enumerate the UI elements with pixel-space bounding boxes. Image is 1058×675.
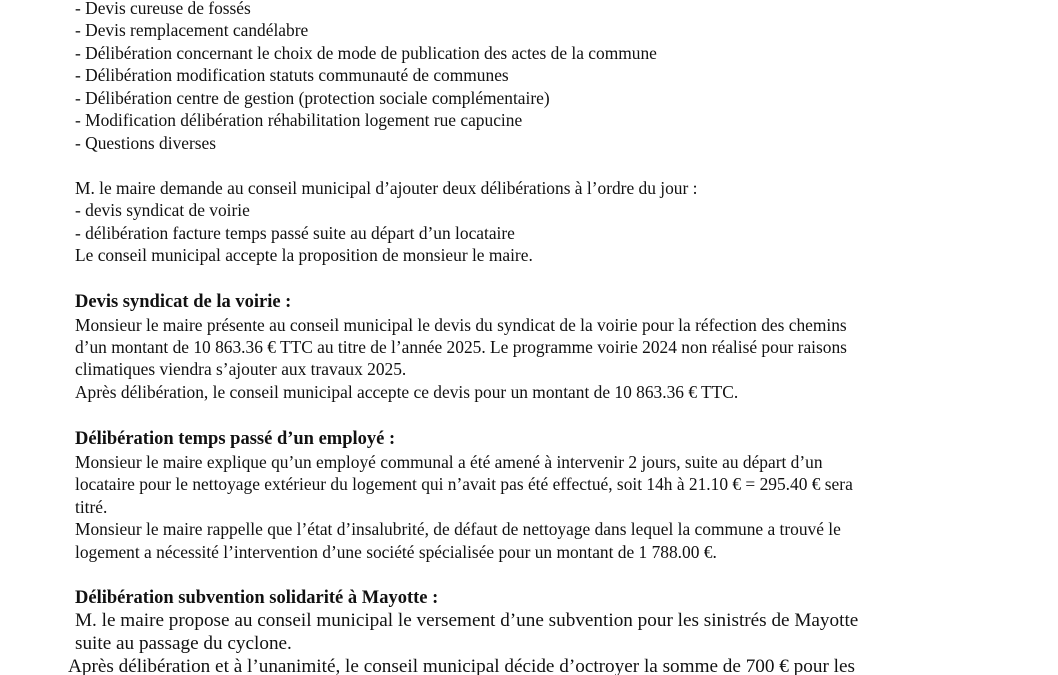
agenda-item: - Devis remplacement candélabre xyxy=(75,20,309,40)
paragraph-line: titré. xyxy=(75,497,108,517)
addition-intro: M. le maire demande au conseil municipal d’ajouter deux délibérations à l’ordre du jour : xyxy=(75,178,698,198)
paragraph-line: Après délibération et à l’unanimité, le conseil municipal décide d’octroyer la somme de 700 € pour les xyxy=(68,656,855,675)
paragraph-line: climatiques viendra s’ajouter aux travaux 2025. xyxy=(75,359,407,379)
section-heading-employe: Délibération temps passé d’un employé : xyxy=(75,429,396,449)
paragraph-line: logement a nécessité l’intervention d’une société spécialisée pour un montant de 1 788.00 €. xyxy=(75,542,717,562)
agenda-item: - Délibération modification statuts communauté de communes xyxy=(75,65,509,85)
paragraph-line: M. le maire propose au conseil municipal le versement d’une subvention pour les sinistrés de Mayotte xyxy=(75,610,859,631)
agenda-item: - Questions diverses xyxy=(75,133,217,153)
paragraph-line: Monsieur le maire présente au conseil municipal le devis du syndicat de la voirie pour la réfection des chemins xyxy=(75,315,847,335)
agenda-item: - Délibération centre de gestion (protection sociale complémentaire) xyxy=(75,88,550,108)
paragraph-line: Monsieur le maire explique qu’un employé communal a été amené à intervenir 2 jours, suite au départ d’un xyxy=(75,452,823,472)
section-heading-mayotte: Délibération subvention solidarité à Mayotte : xyxy=(75,588,439,608)
agenda-item: - Devis cureuse de fossés xyxy=(75,0,251,18)
paragraph-line: locataire pour le nettoyage extérieur du logement qui n’avait pas été effectué, soit 14h à 21.10 € = 295.40 € sera xyxy=(75,474,853,494)
section-heading-voirie: Devis syndicat de la voirie : xyxy=(75,292,292,312)
paragraph-line: suite au passage du cyclone. xyxy=(75,633,292,654)
addition-conclusion: Le conseil municipal accepte la proposition de monsieur le maire. xyxy=(75,245,533,265)
paragraph-line: Monsieur le maire rappelle que l’état d’insalubrité, de défaut de nettoyage dans lequel la commune a trouvé le xyxy=(75,519,841,539)
agenda-item: - Modification délibération réhabilitation logement rue capucine xyxy=(75,110,523,130)
addition-item: - devis syndicat de voirie xyxy=(75,200,250,220)
addition-item: - délibération facture temps passé suite au départ d’un locataire xyxy=(75,223,515,243)
paragraph-line: Après délibération, le conseil municipal accepte ce devis pour un montant de 10 863.36 € TTC. xyxy=(75,382,739,402)
agenda-item: - Délibération concernant le choix de mode de publication des actes de la commune xyxy=(75,43,657,63)
paragraph-line: d’un montant de 10 863.36 € TTC au titre de l’année 2025. Le programme voirie 2024 non réalisé pour raisons xyxy=(75,337,847,357)
